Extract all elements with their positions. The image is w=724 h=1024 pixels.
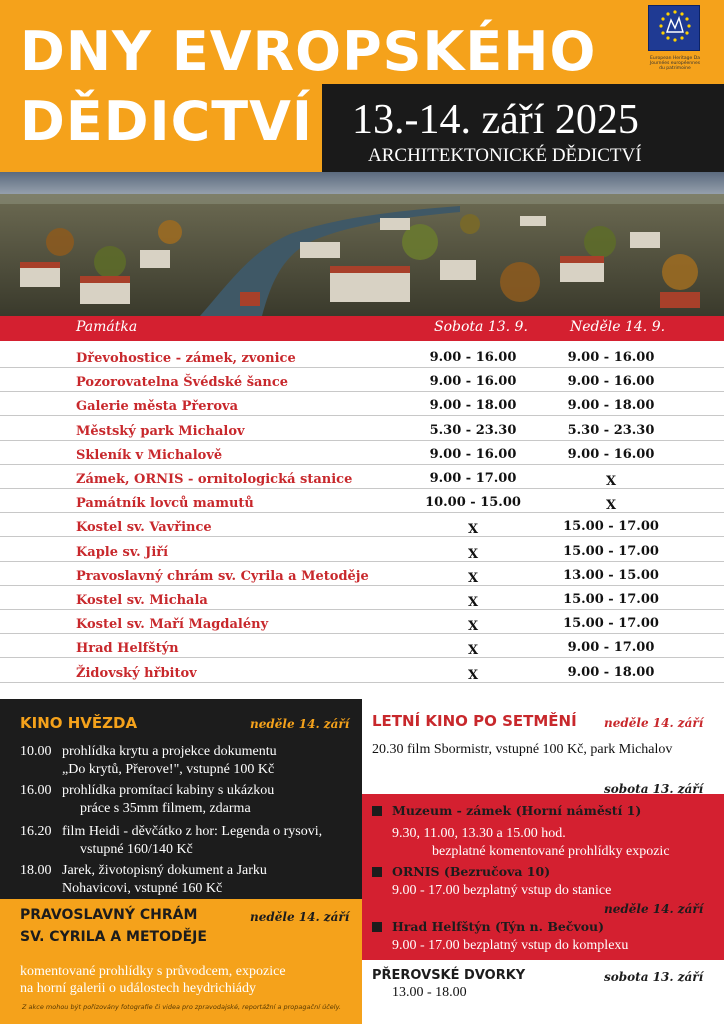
col-header-name: Památka [76, 319, 138, 335]
kino-title: KINO HVĚZDA [20, 714, 138, 732]
saturday-hours: 10.00 - 15.00 [425, 495, 521, 510]
saturday-hours: 9.00 - 17.00 [429, 471, 517, 486]
saturday-hours: X [467, 619, 479, 634]
sunday-hours: 15.00 - 17.00 [563, 544, 659, 559]
monument-name: Památník lovců mamutů [76, 496, 254, 511]
kino-text-3a: film Heidi - děvčátko z hor: Legenda o rysovi, [62, 824, 323, 839]
photo-notice: Z akce mohou být pořizovány fotografie či videa pro zpravodajské, reportážní a propagační účely. [22, 1003, 341, 1011]
logo-caption-1: European Heritage Da [650, 56, 700, 61]
kino-text-4b: Nohavicovi, vstupné 160 Kč [62, 881, 223, 896]
bullet-icon [372, 922, 382, 932]
saturday-hours: X [467, 522, 479, 537]
row-divider [0, 464, 724, 465]
monument-name: Galerie města Přerova [76, 399, 239, 414]
sunday-hours: 5.30 - 23.30 [567, 423, 655, 438]
saturday-hours: X [467, 668, 479, 683]
saturday-hours: 9.00 - 16.00 [429, 350, 517, 365]
monument-name: Židovský hřbitov [76, 666, 197, 681]
row-divider [0, 415, 724, 416]
sunday-hours: 9.00 - 16.00 [567, 350, 655, 365]
monument-name: Hrad Helfštýn [76, 641, 179, 656]
monument-name: Kostel sv. Vavřince [76, 520, 212, 535]
row-divider [0, 536, 724, 537]
muzeum-title: MUZEUM KOMENSKÉHO [372, 778, 572, 796]
bullet-icon [372, 806, 382, 816]
col-header-saturday: Sobota 13. 9. [434, 319, 528, 335]
row-divider [0, 609, 724, 610]
monument-name: Skleník v Michalově [76, 448, 223, 463]
saturday-hours: X [467, 547, 479, 562]
monument-name: Pravoslavný chrám sv. Cyrila a Metoděje [76, 569, 369, 584]
kino-text-1a: prohlídka krytu a projekce dokumentu [62, 744, 277, 759]
kino-text-1b: „Do krytů, Přerove!", vstupné 100 Kč [62, 762, 275, 777]
muzeum-item2-line1: 9.00 - 17.00 bezplatný vstup do stanice [392, 883, 612, 898]
monument-name: Kaple sv. Jiří [76, 545, 169, 560]
row-divider [0, 657, 724, 658]
monument-name: Městský park Michalov [76, 424, 245, 439]
saturday-hours: 5.30 - 23.30 [429, 423, 517, 438]
row-divider [0, 633, 724, 634]
row-divider [0, 682, 724, 683]
event-date: 13.-14. září 2025 [352, 97, 639, 143]
monument-name: Pozorovatelna Švédské šance [76, 375, 289, 390]
monument-name: Dřevohostice - zámek, zvonice [76, 351, 296, 366]
saturday-hours: X [467, 595, 479, 610]
sunday-hours: 9.00 - 16.00 [567, 447, 655, 462]
title-line-2: DĚDICTVÍ [20, 90, 313, 153]
title-line-1: DNY EVROPSKÉHO [20, 20, 597, 83]
sunday-hours: X [605, 498, 617, 513]
dvorky-day: sobota 13. září [604, 970, 704, 984]
sunday-hours: 15.00 - 17.00 [563, 519, 659, 534]
letni-day: neděle 14. září [604, 716, 704, 730]
row-divider [0, 561, 724, 562]
muzeum-day: sobota 13. září [604, 782, 704, 796]
kino-text-3b: vstupné 160/140 Kč [80, 842, 193, 857]
muzeum-item3-title: Hrad Helfštýn (Týn n. Bečvou) [392, 919, 605, 934]
muzeum-item3-line1: 9.00 - 17.00 bezplatný vstup do komplexu [392, 938, 629, 953]
dvorky-title: PŘEROVSKÉ DVORKY [372, 968, 526, 983]
sunday-hours: 9.00 - 18.00 [567, 398, 655, 413]
muzeum-item1-line2: bezplatné komentované prohlídky expozic [432, 844, 670, 859]
eu-stars-icon [649, 6, 701, 52]
sunday-hours: 15.00 - 17.00 [563, 616, 659, 631]
sunday-hours: 15.00 - 17.00 [563, 592, 659, 607]
kino-time-4: 18.00 [20, 863, 52, 878]
letni-title: LETNÍ KINO PO SETMĚNÍ [372, 712, 577, 730]
row-divider [0, 585, 724, 586]
kino-text-4a: Jarek, životopisný dokument a Jarku [62, 863, 267, 878]
row-divider [0, 367, 724, 368]
saturday-hours: X [467, 643, 479, 658]
chram-title-1: PRAVOSLAVNÝ CHRÁM [20, 907, 198, 923]
chram-day: neděle 14. září [250, 910, 350, 924]
muzeum-item2-title: ORNIS (Bezručova 10) [392, 864, 551, 879]
row-divider [0, 391, 724, 392]
event-theme: ARCHITEKTONICKÉ DĚDICTVÍ [368, 145, 642, 166]
logo-caption-2: Journées européennes [649, 61, 701, 66]
kino-time-2: 16.00 [20, 783, 52, 798]
monument-name: Kostel sv. Maří Magdalény [76, 617, 269, 632]
chram-text-1: komentované prohlídky s průvodcem, expozice [20, 964, 286, 979]
logo-caption [642, 56, 708, 71]
muzeum-day-2: neděle 14. září [604, 902, 704, 916]
col-header-sunday: Neděle 14. 9. [570, 319, 666, 335]
sunday-hours: X [605, 474, 617, 489]
monument-name: Kostel sv. Michala [76, 593, 208, 608]
sunday-hours: 9.00 - 18.00 [567, 665, 655, 680]
sunday-hours: 9.00 - 16.00 [567, 374, 655, 389]
kino-text-2b: práce s 35mm filmem, zdarma [80, 801, 251, 816]
sunday-hours: 13.00 - 15.00 [563, 568, 659, 583]
monument-name: Zámek, ORNIS - ornitologická stanice [76, 472, 353, 487]
chram-text-2: na horní galerii o událostech heydrichiády [20, 981, 256, 996]
chram-title-2: SV. CYRILA A METODĚJE [20, 929, 207, 945]
kino-time-3: 16.20 [20, 824, 52, 839]
saturday-hours: 9.00 - 16.00 [429, 447, 517, 462]
row-divider [0, 440, 724, 441]
kino-time-1: 10.00 [20, 744, 52, 759]
saturday-hours: X [467, 571, 479, 586]
saturday-hours: 9.00 - 16.00 [429, 374, 517, 389]
muzeum-item1-line1: 9.30, 11.00, 13.30 a 15.00 hod. [392, 826, 566, 841]
muzeum-item1-title: Muzeum - zámek (Horní náměstí 1) [392, 803, 642, 818]
kino-text-2a: prohlídka promítací kabiny s ukázkou [62, 783, 275, 798]
city-aerial-photo [0, 172, 724, 316]
letni-text: 20.30 film Sbormistr, vstupné 100 Kč, park Michalov [372, 742, 673, 757]
logo-caption-3: du patrimoine [659, 66, 691, 71]
dvorky-time: 13.00 - 18.00 [392, 985, 467, 1000]
european-heritage-logo [648, 5, 700, 51]
bullet-icon [372, 867, 382, 877]
kino-day: neděle 14. září [250, 717, 350, 731]
saturday-hours: 9.00 - 18.00 [429, 398, 517, 413]
sunday-hours: 9.00 - 17.00 [567, 640, 655, 655]
